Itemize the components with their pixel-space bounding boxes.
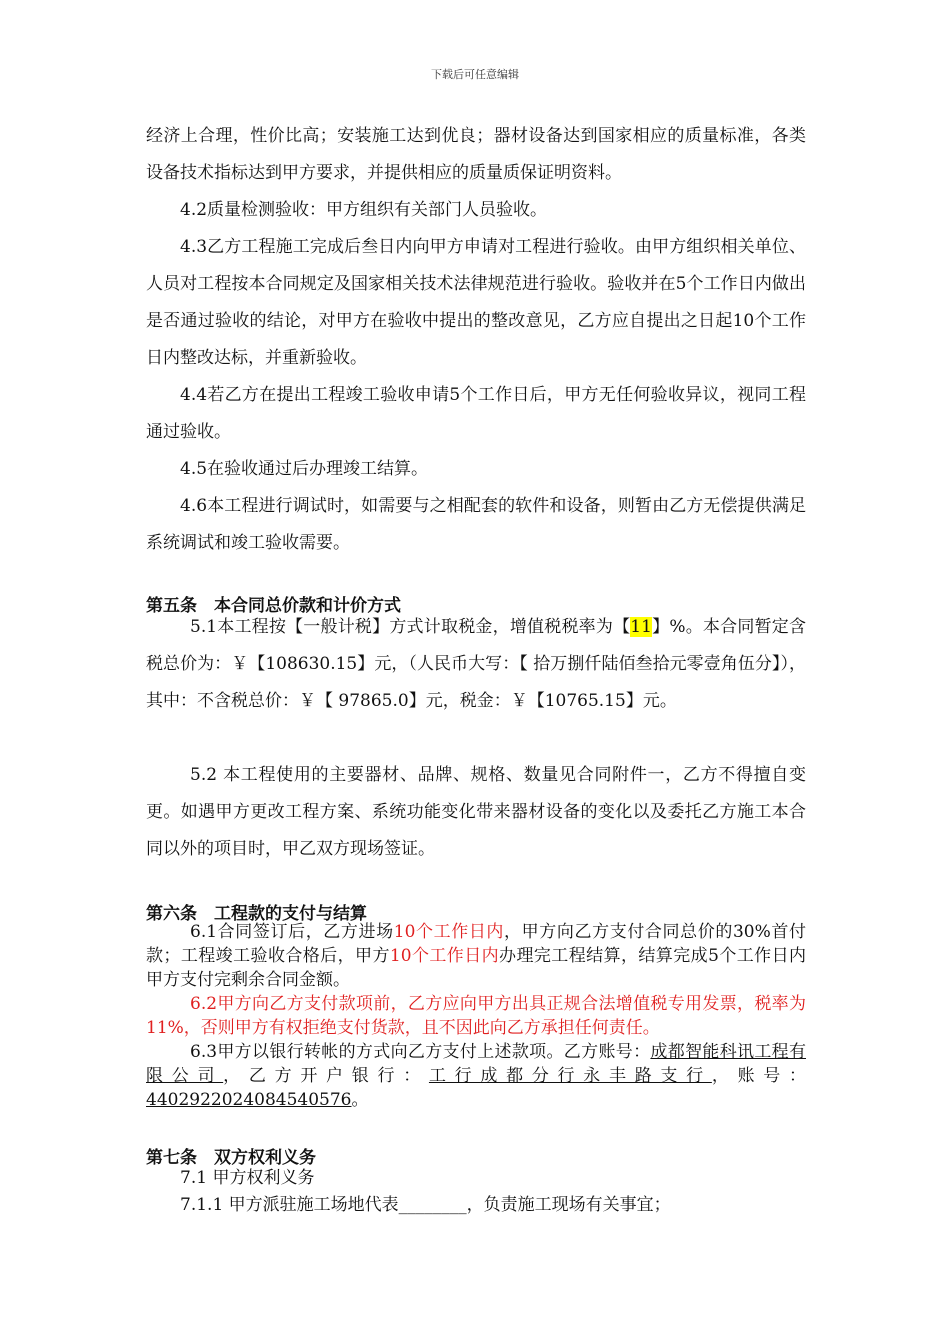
header-note: 下载后可任意编辑 [431,68,519,81]
clause-6-1: 6.1合同签订后，乙方进场10个工作日内，甲方向乙方支付合同总价的30%首付款；工程竣工验收合格后，甲方10个工作日内办理完工程结算，结算完成5个工作日内甲方支付完剩余合同金额。 [146,922,806,990]
clause-5-1: 5.1本工程按【一般计税】方式计取税金，增值税税率为【11】%。本合同暂定含税总价为：￥【108630.15】元，（人民币大写：【 拾万捌仟陆佰叁拾元零壹角伍分】），其中：不含税总价：￥【 97865.0】元，税金：￥【10765.15】元。 [146,617,806,711]
account-number: 4402922024084540576 [146,1090,352,1110]
section-7-title: 第七条 双方权利义务 [146,1148,316,1168]
clause-4-2: 4.2质量检测验收：甲方组织有关部门人员验收。 [180,200,548,220]
section-6-title: 第六条 工程款的支付与结算 [146,904,367,924]
clause-4-4: 4.4若乙方在提出工程竣工验收申请5个工作日后，甲方无任何验收异议，视同工程通过验收。 [146,385,806,442]
clause-6-2: 6.2甲方向乙方支付款项前，乙方应向甲方出具正规合法增值税专用发票，税率为11%，否则甲方有权拒绝支付货款，且不因此向乙方承担任何责任。 [146,994,806,1038]
section-5-title: 第五条 本合同总价款和计价方式 [146,596,401,616]
clause-4-1-cont: 经济上合理，性价比高；安装施工达到优良；器材设备达到国家相应的质量标准，各类设备技术指标达到甲方要求，并提供相应的质量质保证明资料。 [146,126,806,183]
clause-4-3: 4.3乙方工程施工完成后叁日内向甲方申请对工程进行验收。由甲方组织相关单位、人员对工程按本合同规定及国家相关技术法律规范进行验收。验收并在5个工作日内做出是否通过验收的结论，对甲方在验收中提出的整改意见，乙方应自提出之日起10个工作日内整改达标，并重新验收。 [146,237,806,368]
clause-5-2: 5.2 本工程使用的主要器材、品牌、规格、数量见合同附件一，乙方不得擅自变更。如遇甲方更改工程方案、系统功能变化带来器材设备的变化以及委托乙方施工本合同以外的项目时，甲乙双方现场签证。 [146,765,806,859]
clause-4-6: 4.6本工程进行调试时，如需要与之相配套的软件和设备，则暂由乙方无偿提供满足系统调试和竣工验收需要。 [146,496,806,553]
bank-name: 工行成都分行永丰路支行 [428,1066,712,1086]
deadline-red-1: 10个工作日内 [393,922,505,942]
account-name: 成都智能科讯工程有限公司 [146,1042,806,1086]
deadline-red-2: 10个工作日内 [389,946,500,966]
representative-blank: ________ [398,1195,467,1215]
clause-6-3: 6.3甲方以银行转帐的方式向乙方支付上述款项。乙方账号：成都智能科讯工程有限公司，乙方开户银行：工行成都分行永丰路支行，账号：4402922024084540576。 [146,1042,807,1110]
clause-7-1: 7.1 甲方权利义务 [180,1168,315,1188]
clause-7-1-1: 7.1.1 甲方派驻施工场地代表________，负责施工现场有关事宜； [180,1195,671,1215]
tax-rate-highlight: 11 [630,617,652,637]
clause-4-5: 4.5在验收通过后办理竣工结算。 [180,459,429,479]
